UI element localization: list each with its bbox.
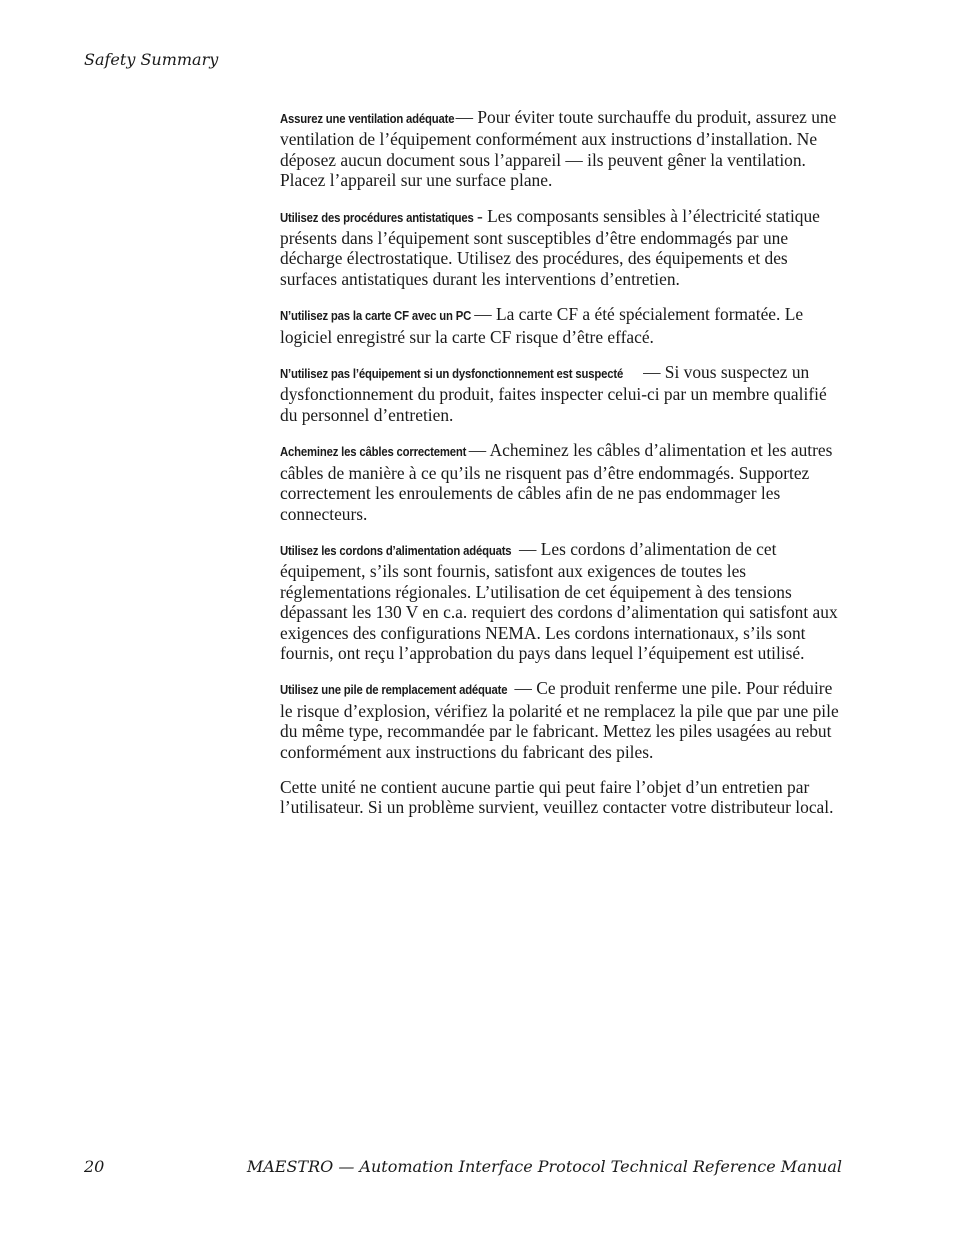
paragraph-antistatic [280,206,842,290]
paragraph-ventilation [280,107,842,191]
paragraph-lead: Assurez une ventilation adéquate [280,112,455,126]
document-body [280,107,842,833]
paragraph-malfunction [280,362,842,425]
paragraph-closing: Cette unité ne contient aucune partie qui peut faire l’objet d’un entretien par l’utilisateur. Si un problème survient, veuillez contacter votre distributeur local. [280,776,834,818]
paragraph-cables [280,440,842,524]
paragraph-cf-card [280,304,842,347]
paragraph-lead: N’utilisez pas l’équipement si un dysfonctionnement est suspecté [280,367,624,382]
paragraph-lead: Acheminez les câbles correctement [280,445,467,460]
paragraph-text: - Les composants sensibles à l’électricité statique présents dans l’équipement sont susceptibles d’être endommagés par une décharge électrostatique. Utilisez des procédures, des équipements et des surfaces antistatiques durant les interventions d’entretien. [280,205,820,289]
paragraph-text: — Pour éviter toute surchauffe du produit, assurez une ventilation de l’équipement conformément aux instructions d’installation. Ne déposez aucun document sous l’appareil — ils peuvent gêner la ventilation. Placez l’appareil sur une surface plane. [280,107,837,191]
paragraph-text: — La carte CF a été spécialement formatée. Le logiciel enregistré sur la carte CF risque d’être effacé. [280,304,804,347]
paragraph-text: — Acheminez les câbles d’alimentation et les autres câbles de manière à ce qu’ils ne risquent pas d’être endommagés. Supportez correctement les enroulements de câbles afin de ne pas endommager les connecteurs. [280,440,833,524]
paragraph-lead: Utilisez les cordons d’alimentation adéquats [280,543,512,558]
paragraph-power-cords [280,539,842,663]
paragraph-lead: Utilisez une pile de remplacement adéquate [280,683,508,698]
running-header: Safety Summary [84,50,219,69]
paragraph-text: — Si vous suspectez un dysfonctionnement du produit, faites inspecter celui-ci par un membre qualifié du personnel d’entretien. [280,362,827,425]
paragraph-lead: Utilisez des procédures antistatiques [280,210,474,225]
paragraph-battery [280,678,842,762]
page-number: 20 [84,1157,105,1176]
paragraph-text: — Ce produit renferme une pile. Pour réduire le risque d’explosion, vérifiez la polarité et ne remplacez la pile que par une pile du même type, recommandée par le fabricant. Mettez les piles usagées au rebut conformément aux instructions du fabricant des piles. [280,678,839,762]
paragraph-text: — Les cordons d’alimentation de cet équipement, s’ils sont fournis, satisfont aux exigences de toutes les réglementations régionales. L’utilisation de cet équipement à des tensions dépassant les 130 V en c.a. requiert des cordons d’alimentation qui satisfont aux exigences des configurations NEMA. Les cordons internationaux, s’ils sont fournis, ont reçu l’approbation du pays dans lequel l’équipement est utilisé. [280,538,838,663]
paragraph-lead: N’utilisez pas la carte CF avec un PC [280,309,472,324]
footer-document-title: MAESTRO — Automation Interface Protocol Technical Reference Manual [246,1157,842,1176]
